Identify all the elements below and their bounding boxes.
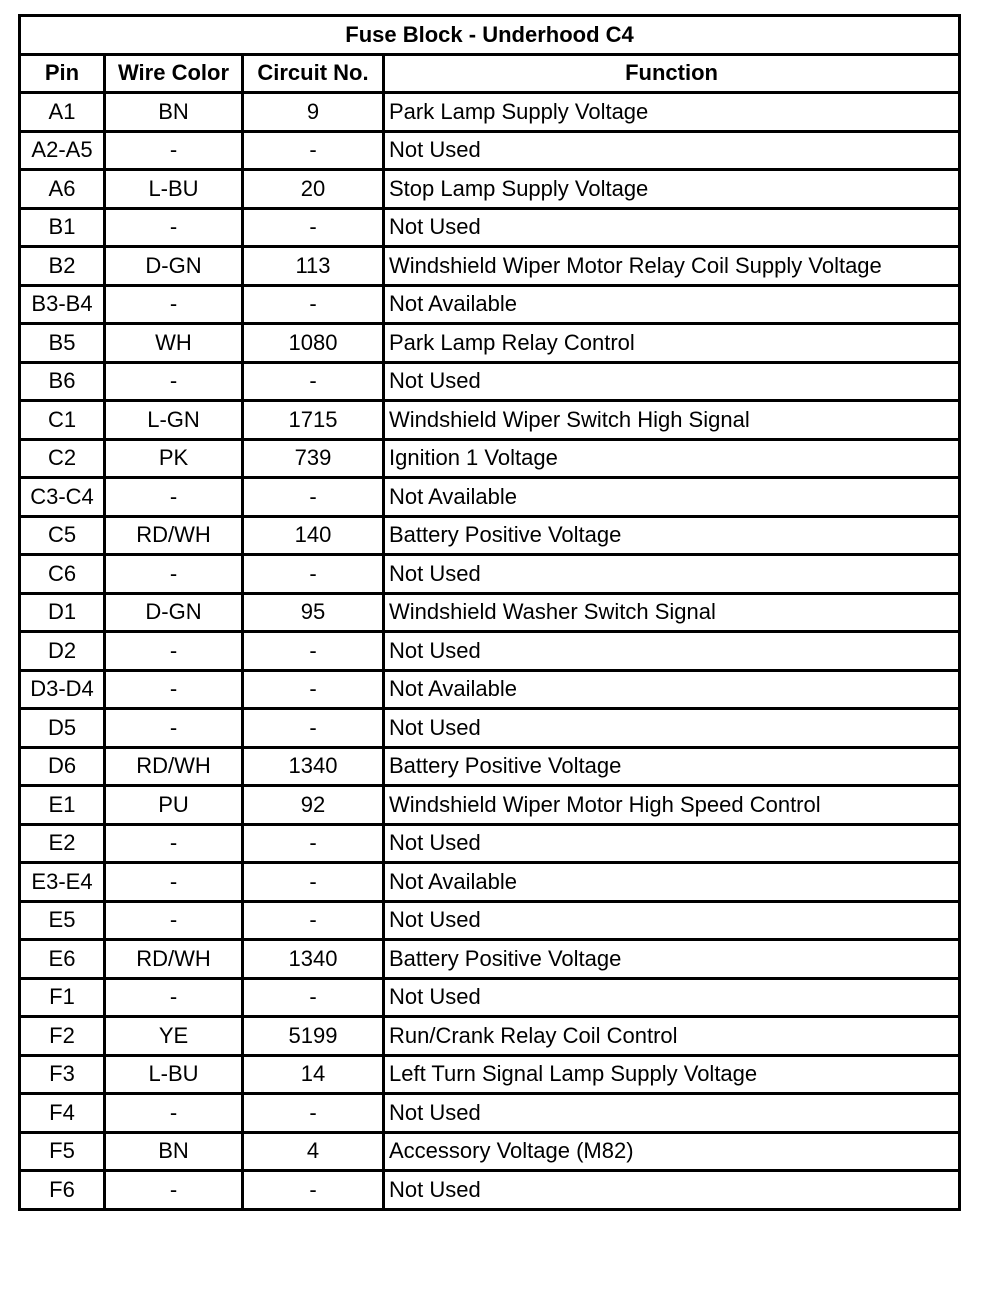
table-row	[20, 324, 960, 363]
cell-wire-color: D-GN	[105, 247, 243, 286]
cell-wire-color: BN	[105, 93, 243, 132]
table-title: Fuse Block - Underhood C4	[20, 16, 960, 55]
cell-function: Battery Positive Voltage	[384, 940, 960, 979]
cell-wire-color: BN	[105, 1132, 243, 1171]
cell-wire-color: RD/WH	[105, 940, 243, 979]
table-row	[20, 93, 960, 132]
cell-function: Ignition 1 Voltage	[384, 439, 960, 478]
cell-wire-color: -	[105, 709, 243, 748]
cell-circuit-no: 1080	[243, 324, 384, 363]
cell-function: Run/Crank Relay Coil Control	[384, 1017, 960, 1056]
cell-pin: A2-A5	[20, 131, 105, 170]
cell-circuit-no: 5199	[243, 1017, 384, 1056]
cell-pin: C6	[20, 555, 105, 594]
cell-function: Windshield Wiper Motor Relay Coil Supply Voltage	[384, 247, 960, 286]
cell-pin: A6	[20, 170, 105, 209]
cell-circuit-no: -	[243, 1094, 384, 1133]
cell-pin: B5	[20, 324, 105, 363]
cell-wire-color: RD/WH	[105, 747, 243, 786]
cell-function: Not Used	[384, 555, 960, 594]
table-row	[20, 516, 960, 555]
cell-circuit-no: -	[243, 131, 384, 170]
table-header-row	[20, 54, 960, 93]
cell-pin: C3-C4	[20, 478, 105, 517]
cell-function: Not Used	[384, 901, 960, 940]
cell-wire-color: -	[105, 362, 243, 401]
cell-wire-color: -	[105, 632, 243, 671]
cell-function: Not Available	[384, 863, 960, 902]
cell-function: Park Lamp Relay Control	[384, 324, 960, 363]
cell-function: Not Available	[384, 478, 960, 517]
cell-circuit-no: -	[243, 555, 384, 594]
cell-circuit-no: -	[243, 362, 384, 401]
table-row	[20, 824, 960, 863]
cell-wire-color: -	[105, 285, 243, 324]
cell-pin: F3	[20, 1055, 105, 1094]
table-row	[20, 1017, 960, 1056]
cell-pin: A1	[20, 93, 105, 132]
cell-pin: B3-B4	[20, 285, 105, 324]
cell-pin: D3-D4	[20, 670, 105, 709]
table-title-row	[20, 16, 960, 55]
table-row	[20, 285, 960, 324]
cell-wire-color: L-GN	[105, 401, 243, 440]
cell-wire-color: RD/WH	[105, 516, 243, 555]
cell-pin: F5	[20, 1132, 105, 1171]
cell-pin: B6	[20, 362, 105, 401]
cell-function: Not Used	[384, 824, 960, 863]
table-row	[20, 632, 960, 671]
cell-pin: C5	[20, 516, 105, 555]
cell-circuit-no: -	[243, 824, 384, 863]
table-row	[20, 208, 960, 247]
cell-circuit-no: 92	[243, 786, 384, 825]
table-row	[20, 1094, 960, 1133]
cell-pin: E2	[20, 824, 105, 863]
cell-function: Battery Positive Voltage	[384, 516, 960, 555]
table-row	[20, 709, 960, 748]
cell-pin: F1	[20, 978, 105, 1017]
cell-wire-color: -	[105, 824, 243, 863]
table-row	[20, 863, 960, 902]
cell-pin: B1	[20, 208, 105, 247]
header-wire-color: Wire Color	[105, 54, 243, 93]
table-row	[20, 170, 960, 209]
cell-function: Not Available	[384, 670, 960, 709]
cell-wire-color: -	[105, 131, 243, 170]
cell-circuit-no: 14	[243, 1055, 384, 1094]
table-row	[20, 670, 960, 709]
connector-pinout-table	[18, 14, 961, 1211]
cell-wire-color: -	[105, 978, 243, 1017]
cell-pin: D5	[20, 709, 105, 748]
cell-function: Not Used	[384, 208, 960, 247]
cell-pin: C1	[20, 401, 105, 440]
table-row	[20, 978, 960, 1017]
cell-pin: F4	[20, 1094, 105, 1133]
cell-wire-color: PU	[105, 786, 243, 825]
cell-circuit-no: -	[243, 632, 384, 671]
cell-function: Left Turn Signal Lamp Supply Voltage	[384, 1055, 960, 1094]
table-row	[20, 478, 960, 517]
table-row	[20, 593, 960, 632]
cell-function: Windshield Wiper Motor High Speed Control	[384, 786, 960, 825]
header-pin: Pin	[20, 54, 105, 93]
cell-function: Accessory Voltage (M82)	[384, 1132, 960, 1171]
table-row	[20, 1055, 960, 1094]
cell-wire-color: YE	[105, 1017, 243, 1056]
cell-circuit-no: -	[243, 978, 384, 1017]
cell-circuit-no: -	[243, 863, 384, 902]
cell-wire-color: WH	[105, 324, 243, 363]
cell-wire-color: L-BU	[105, 1055, 243, 1094]
cell-circuit-no: 4	[243, 1132, 384, 1171]
table-row	[20, 1132, 960, 1171]
cell-circuit-no: -	[243, 709, 384, 748]
cell-pin: F2	[20, 1017, 105, 1056]
table-row	[20, 786, 960, 825]
cell-pin: E6	[20, 940, 105, 979]
cell-pin: C2	[20, 439, 105, 478]
cell-circuit-no: 1715	[243, 401, 384, 440]
cell-pin: F6	[20, 1171, 105, 1210]
table-body	[20, 93, 960, 1210]
cell-circuit-no: -	[243, 1171, 384, 1210]
cell-wire-color: PK	[105, 439, 243, 478]
cell-circuit-no: -	[243, 901, 384, 940]
cell-pin: E3-E4	[20, 863, 105, 902]
cell-wire-color: -	[105, 1094, 243, 1133]
cell-function: Not Used	[384, 709, 960, 748]
cell-function: Not Used	[384, 131, 960, 170]
cell-wire-color: L-BU	[105, 170, 243, 209]
table-row	[20, 940, 960, 979]
cell-pin: B2	[20, 247, 105, 286]
table-row	[20, 747, 960, 786]
table-row	[20, 1171, 960, 1210]
cell-wire-color: -	[105, 901, 243, 940]
cell-circuit-no: 113	[243, 247, 384, 286]
cell-pin: E5	[20, 901, 105, 940]
cell-function: Not Used	[384, 632, 960, 671]
cell-circuit-no: -	[243, 285, 384, 324]
cell-circuit-no: -	[243, 208, 384, 247]
cell-wire-color: -	[105, 1171, 243, 1210]
cell-circuit-no: 140	[243, 516, 384, 555]
cell-circuit-no: -	[243, 478, 384, 517]
table-row	[20, 362, 960, 401]
cell-wire-color: -	[105, 478, 243, 517]
cell-circuit-no: 9	[243, 93, 384, 132]
cell-function: Battery Positive Voltage	[384, 747, 960, 786]
cell-circuit-no: -	[243, 670, 384, 709]
cell-circuit-no: 95	[243, 593, 384, 632]
cell-function: Not Used	[384, 978, 960, 1017]
header-circuit-no: Circuit No.	[243, 54, 384, 93]
header-function: Function	[384, 54, 960, 93]
cell-pin: D6	[20, 747, 105, 786]
cell-wire-color: -	[105, 670, 243, 709]
cell-pin: E1	[20, 786, 105, 825]
cell-wire-color: -	[105, 555, 243, 594]
cell-function: Not Available	[384, 285, 960, 324]
cell-function: Windshield Wiper Switch High Signal	[384, 401, 960, 440]
cell-circuit-no: 1340	[243, 940, 384, 979]
table-row	[20, 131, 960, 170]
cell-function: Stop Lamp Supply Voltage	[384, 170, 960, 209]
cell-function: Not Used	[384, 1171, 960, 1210]
cell-wire-color: -	[105, 863, 243, 902]
cell-pin: D2	[20, 632, 105, 671]
table-row	[20, 901, 960, 940]
cell-circuit-no: 739	[243, 439, 384, 478]
table-row	[20, 247, 960, 286]
cell-wire-color: D-GN	[105, 593, 243, 632]
cell-function: Not Used	[384, 362, 960, 401]
table-row	[20, 401, 960, 440]
cell-function: Not Used	[384, 1094, 960, 1133]
table-row	[20, 555, 960, 594]
cell-circuit-no: 1340	[243, 747, 384, 786]
cell-wire-color: -	[105, 208, 243, 247]
cell-circuit-no: 20	[243, 170, 384, 209]
cell-function: Park Lamp Supply Voltage	[384, 93, 960, 132]
table-row	[20, 439, 960, 478]
cell-function: Windshield Washer Switch Signal	[384, 593, 960, 632]
cell-pin: D1	[20, 593, 105, 632]
